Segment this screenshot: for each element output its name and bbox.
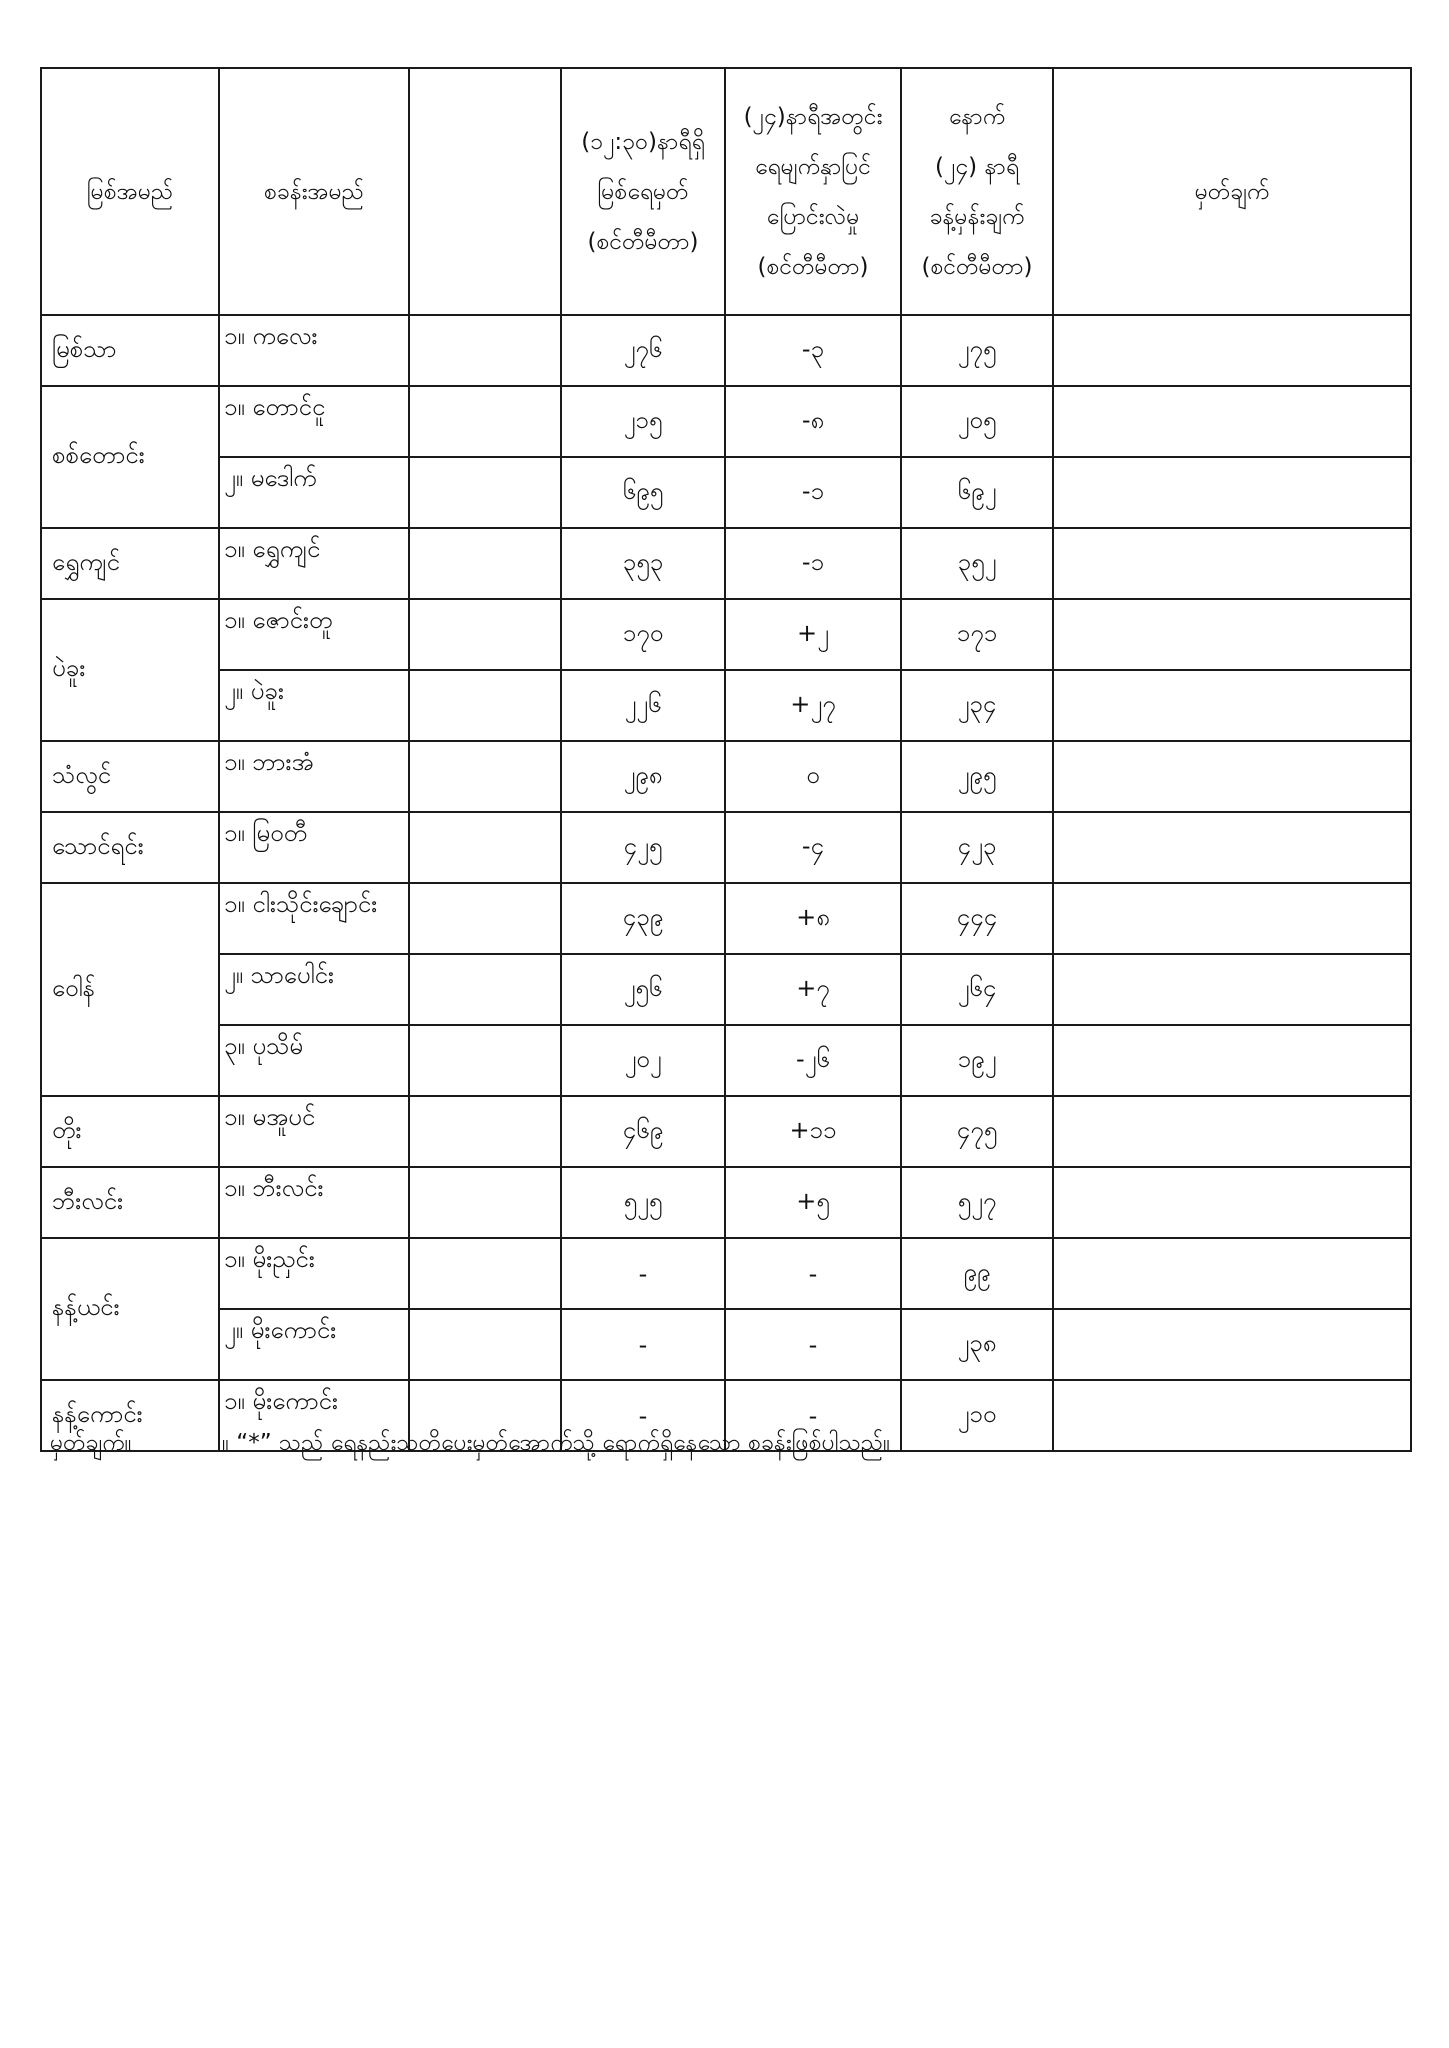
- change-24h-cell: -: [725, 1238, 901, 1309]
- station-name-cell: ၁။ ငါးသိုင်းချောင်း: [219, 883, 409, 954]
- remark-cell: [1053, 670, 1411, 741]
- table-row: [41, 528, 1411, 599]
- forecast-cell: ၄၂၃: [901, 812, 1053, 883]
- current-level-cell: ၄၂၅: [561, 812, 725, 883]
- header-line: နောက်: [948, 103, 1006, 130]
- change-24h-cell: -၈: [725, 386, 901, 457]
- header-remark: မှတ်ချက်: [1053, 68, 1411, 315]
- current-level-cell: ၁၇၀: [561, 599, 725, 670]
- header-station-name: စခန်းအမည်: [219, 68, 409, 315]
- table-row: [41, 315, 1411, 386]
- table-row: [41, 741, 1411, 812]
- current-level-cell: ၂၉၈: [561, 741, 725, 812]
- forecast-cell: ၃၅၂: [901, 528, 1053, 599]
- table-row: [41, 1309, 1411, 1380]
- header-line: (၁၂:၃၀)နာရီရှိ: [581, 128, 705, 155]
- blank-cell: [409, 386, 561, 457]
- change-24h-cell: +၂၇: [725, 670, 901, 741]
- station-name-cell: ၁။ ဇောင်းတူ: [219, 599, 409, 670]
- footnote: [50, 1428, 1410, 1462]
- blank-cell: [409, 954, 561, 1025]
- current-level-cell: ၃၅၃: [561, 528, 725, 599]
- forecast-cell: ၂၃၄: [901, 670, 1053, 741]
- table-row: [41, 1167, 1411, 1238]
- station-name-cell: ၁။ မြဝတီ: [219, 812, 409, 883]
- station-name-cell: ၂။ မဒေါက်: [219, 457, 409, 528]
- forecast-cell: ၂၆၄: [901, 954, 1053, 1025]
- header-blank: [409, 68, 561, 315]
- remark-cell: [1053, 1238, 1411, 1309]
- header-forecast: [901, 68, 1053, 315]
- table-row: [41, 599, 1411, 670]
- table-row: [41, 1025, 1411, 1096]
- blank-cell: [409, 1096, 561, 1167]
- current-level-cell: ၂၇၆: [561, 315, 725, 386]
- change-24h-cell: +၇: [725, 954, 901, 1025]
- station-name-cell: ၁။ ဘီးလင်း: [219, 1167, 409, 1238]
- remark-cell: [1053, 1025, 1411, 1096]
- station-name-cell: ၁။ ဘားအံ: [219, 741, 409, 812]
- remark-cell: [1053, 315, 1411, 386]
- header-line: (၂၄) နာရီ: [934, 153, 1020, 180]
- blank-cell: [409, 670, 561, 741]
- table-header-row: [41, 68, 1411, 315]
- station-name-cell: ၂။ ပဲခူး: [219, 670, 409, 741]
- current-level-cell: ၄၃၉: [561, 883, 725, 954]
- header-line: (စင်တီမီတာ): [587, 228, 699, 255]
- remark-cell: [1053, 457, 1411, 528]
- current-level-cell: ၂၀၂: [561, 1025, 725, 1096]
- blank-cell: [409, 315, 561, 386]
- table-row: [41, 670, 1411, 741]
- header-line: (စင်တီမီတာ): [757, 253, 869, 280]
- blank-cell: [409, 457, 561, 528]
- current-level-cell: ၂၅၆: [561, 954, 725, 1025]
- header-line: ရေမျက်နှာပြင်: [754, 153, 872, 180]
- station-name-cell: ၁။ ကလေး: [219, 315, 409, 386]
- remark-cell: [1053, 1096, 1411, 1167]
- header-line: (၂၄)နာရီအတွင်း: [743, 103, 883, 130]
- change-24h-cell: -၁: [725, 457, 901, 528]
- forecast-cell: ၄၄၄: [901, 883, 1053, 954]
- change-24h-cell: -၂၆: [725, 1025, 901, 1096]
- station-name-cell: ၁။ တောင်ငူ: [219, 386, 409, 457]
- table-row: [41, 1238, 1411, 1309]
- table-row: [41, 386, 1411, 457]
- table-row: [41, 1096, 1411, 1167]
- change-24h-cell: ၀: [725, 741, 901, 812]
- blank-cell: [409, 1309, 561, 1380]
- table-row: [41, 457, 1411, 528]
- river-name-cell: ပဲခူး: [41, 599, 219, 741]
- change-24h-cell: +၅: [725, 1167, 901, 1238]
- table-row: [41, 954, 1411, 1025]
- change-24h-cell: -၄: [725, 812, 901, 883]
- change-24h-cell: +၈: [725, 883, 901, 954]
- remark-cell: [1053, 883, 1411, 954]
- remark-cell: [1053, 386, 1411, 457]
- table-row: [41, 812, 1411, 883]
- forecast-cell: ၂၀၅: [901, 386, 1053, 457]
- remark-cell: [1053, 812, 1411, 883]
- remark-cell: [1053, 1167, 1411, 1238]
- station-name-cell: ၂။ သာပေါင်း: [219, 954, 409, 1025]
- blank-cell: [409, 528, 561, 599]
- header-change-24h: [725, 68, 901, 315]
- remark-cell: [1053, 1309, 1411, 1380]
- forecast-cell: ၂၉၅: [901, 741, 1053, 812]
- forecast-cell: ၉၉: [901, 1238, 1053, 1309]
- header-line: ပြောင်းလဲမှု: [766, 203, 860, 230]
- forecast-cell: ၁၉၂: [901, 1025, 1053, 1096]
- river-name-cell: သောင်ရင်း: [41, 812, 219, 883]
- change-24h-cell: +၁၁: [725, 1096, 901, 1167]
- header-line: ခန့်မှန်းချက်: [929, 203, 1025, 230]
- forecast-cell: ၂၁၀: [901, 1380, 1053, 1451]
- river-level-table: [40, 67, 1412, 1452]
- change-24h-cell: -: [725, 1309, 901, 1380]
- header-river-name: မြစ်အမည်: [41, 68, 219, 315]
- current-level-cell: -: [561, 1238, 725, 1309]
- table-row: [41, 883, 1411, 954]
- station-name-cell: ၁။ မအူပင်: [219, 1096, 409, 1167]
- blank-cell: [409, 883, 561, 954]
- river-name-cell: ဘီးလင်း: [41, 1167, 219, 1238]
- forecast-cell: ၆၉၂: [901, 457, 1053, 528]
- forecast-cell: ၄၇၅: [901, 1096, 1053, 1167]
- current-level-cell: ၂၂၆: [561, 670, 725, 741]
- current-level-cell: -: [561, 1309, 725, 1380]
- remark-cell: [1053, 954, 1411, 1025]
- table-body: [41, 315, 1411, 1451]
- header-line: (စင်တီမီတာ): [921, 253, 1033, 280]
- blank-cell: [409, 812, 561, 883]
- river-name-cell: ရွှေကျင်: [41, 528, 219, 599]
- station-name-cell: ၁။ ရွှေကျင်: [219, 528, 409, 599]
- change-24h-cell: -၁: [725, 528, 901, 599]
- blank-cell: [409, 1238, 561, 1309]
- footnote-text: ။ “*” သည် ရေနည်းသတိပေးမှတ်အောက်သို့ ရောက်ရှိနေသော စခန်းဖြစ်ပါသည်။: [222, 1430, 891, 1456]
- remark-cell: [1053, 741, 1411, 812]
- river-name-cell: နန့်ကောင်း: [41, 1380, 219, 1451]
- river-name-cell: သံလွင်: [41, 741, 219, 812]
- blank-cell: [409, 741, 561, 812]
- footnote-label: မှတ်ချက်။: [50, 1430, 132, 1456]
- station-name-cell: ၂။ မိုးကောင်း: [219, 1309, 409, 1380]
- river-name-cell: စစ်တောင်း: [41, 386, 219, 528]
- change-24h-cell: +၂: [725, 599, 901, 670]
- current-level-cell: ၂၁၅: [561, 386, 725, 457]
- station-name-cell: ၁။ မိုးညှင်း: [219, 1238, 409, 1309]
- forecast-cell: ၂၃၈: [901, 1309, 1053, 1380]
- river-name-cell: မြစ်သာ: [41, 315, 219, 386]
- current-level-cell: ၆၉၅: [561, 457, 725, 528]
- station-name-cell: ၃။ ပုသိမ်: [219, 1025, 409, 1096]
- river-name-cell: ဝေါန်: [41, 883, 219, 1096]
- remark-cell: [1053, 528, 1411, 599]
- header-current-level: [561, 68, 725, 315]
- river-name-cell: နန့်ယင်း: [41, 1238, 219, 1380]
- forecast-cell: ၂၇၅: [901, 315, 1053, 386]
- current-level-cell: ၅၂၅: [561, 1167, 725, 1238]
- remark-cell: [1053, 599, 1411, 670]
- forecast-cell: ၅၂၇: [901, 1167, 1053, 1238]
- blank-cell: [409, 599, 561, 670]
- current-level-cell: -: [561, 1380, 725, 1451]
- forecast-cell: ၁၇၁: [901, 599, 1053, 670]
- blank-cell: [409, 1167, 561, 1238]
- station-name-cell: ၁။ မိုးကောင်း: [219, 1380, 409, 1451]
- header-line: မြစ်ရေမှတ်: [597, 178, 689, 205]
- river-name-cell: တိုး: [41, 1096, 219, 1167]
- change-24h-cell: -: [725, 1380, 901, 1451]
- change-24h-cell: -၃: [725, 315, 901, 386]
- blank-cell: [409, 1025, 561, 1096]
- current-level-cell: ၄၆၉: [561, 1096, 725, 1167]
